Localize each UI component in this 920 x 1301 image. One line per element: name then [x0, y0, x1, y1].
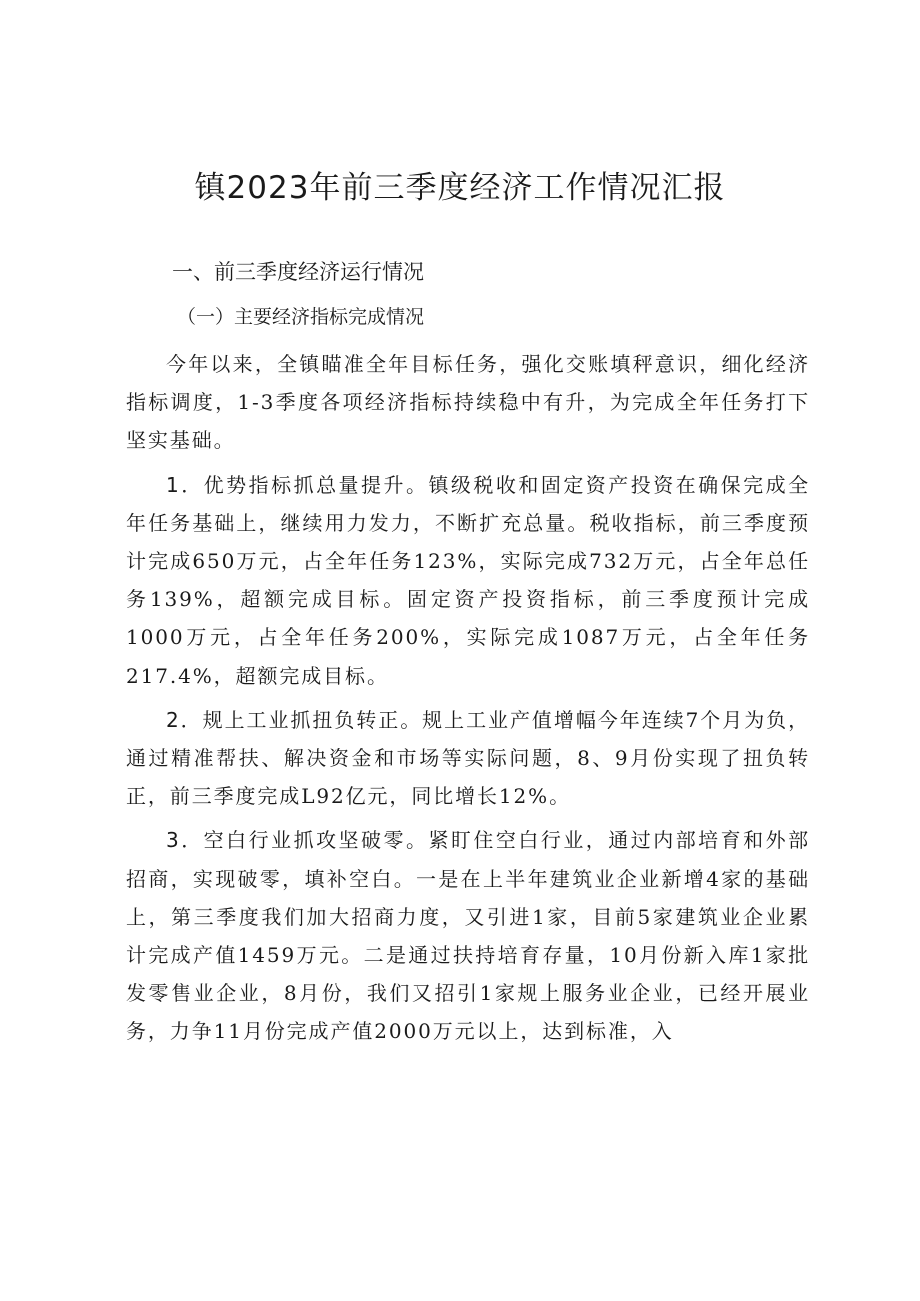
- intro-paragraph: 今年以来，全镇瞄准全年目标任务，强化交账填秤意识，细化经济指标调度，1-3季度各项经济指标持续稳中有升，为完成全年任务打下坚实基础。: [126, 352, 810, 453]
- subsection-heading: （一）主要经济指标完成情况: [177, 306, 425, 328]
- item-paragraph-3: [126, 821, 810, 1050]
- item-lead-2: 2．规上工业抓扭负转正。: [166, 707, 423, 732]
- item-text-2: 规上工业产值增幅今年连续7个月为负，通过精准帮扶、解决资金和市场等实际问题，8、9月份实现了扭负转正，前三季度完成L92亿元，同比增长12%。: [126, 707, 810, 809]
- item-lead-1: 1．优势指标抓总量提升。: [166, 472, 429, 497]
- document-body: [126, 345, 810, 1051]
- item-text-1: 镇级税收和固定资产投资在确保完成全年任务基础上，继续用力发力，不断扩充总量。税收指标，前三季度预计完成650万元，占全年任务123%，实际完成732万元，占全年总任务139%，超额完成目标。固定资产投资指标，前三季度预计完成1000万元，占全年任务200%，实际完成1087万元，占全年任务217.4%，超额完成目标。: [126, 472, 810, 688]
- item-paragraph-2: [126, 701, 810, 816]
- section-heading: 一、前三季度经济运行情况: [172, 260, 424, 284]
- document-title: 镇2023年前三季度经济工作情况汇报: [194, 170, 726, 206]
- item-lead-3: 3．空白行业抓攻坚破零。: [166, 828, 429, 853]
- item-paragraph-1: [126, 466, 810, 695]
- item-text-3: 紧盯住空白行业，通过内部培育和外部招商，实现破零，填补空白。一是在上半年建筑业企业新增4家的基础上，第三季度我们加大招商力度，又引进1家，目前5家建筑业企业累计完成产值1459万元。二是通过扶持培育存量，10月份新入库1家批发零售业企业，8月份，我们又招引1家规上服务业企业，已经开展业务，力争11月份完成产值2000万元以上，达到标准，入: [126, 828, 810, 1044]
